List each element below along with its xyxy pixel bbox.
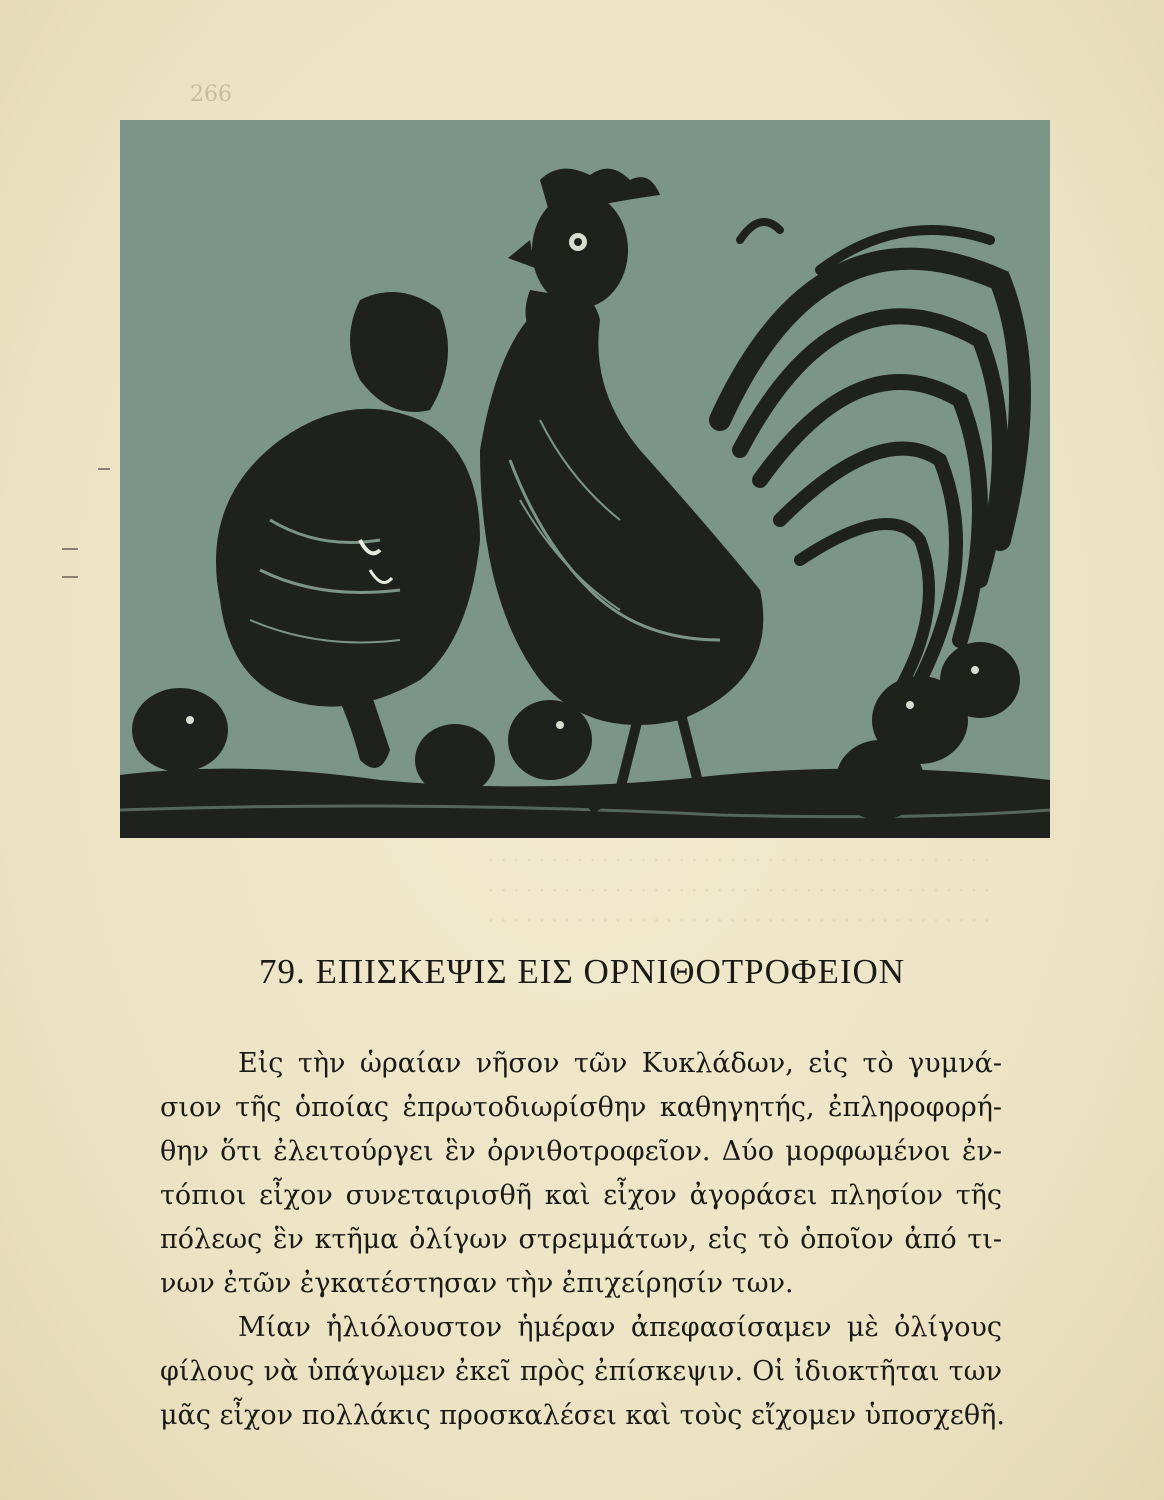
text-line: τόπιοι εἶχον συνεταιρισθῆ καὶ εἶχον ἀγοράσει πλησίον τῆς [160,1180,1002,1211]
margin-mark [62,576,78,578]
woodcut-illustration [120,120,1050,838]
bleed-through-text: · · · · · · · · · · · · · · · · · · · · · · · · · · · · · · · · · · · · · · · · · · · · · · · · · · · · · · · · · · · · · · · · · · · · · · · · · · · · · · · · · · · · · · · · · · · · · · · · · · · · · · · · · · · · · · · · · · · · · · · · [487,848,990,932]
text-line: θην ὅτι ἐλειτούργει ἓν ὀρνιθοτροφεῖον. Δύο μορφωμένοι ἐν- [160,1136,1002,1167]
text-line: μᾶς εἶχον πολλάκις προσκαλέσει καὶ τοὺς εἴχομεν ὑποσχεθῆ. [160,1400,1005,1431]
body-text [160,1042,1005,1438]
text-line: σιον τῆς ὁποίας ἐπρωτοδιωρίσθην καθηγητής, ἐπληροφορή- [160,1092,1002,1123]
text-line: φίλους νὰ ὑπάγωμεν ἐκεῖ πρὸς ἐπίσκεψιν. Οἱ ἰδιοκτῆται των [160,1356,1002,1387]
text-line: νων ἐτῶν ἐγκατέστησαν τὴν ἐπιχείρησίν των. [160,1268,794,1299]
paragraph-1 [160,1042,1002,1306]
chapter-title: 79. ΕΠΙΣΚΕΨΙΣ ΕΙΣ ΟΡΝΙΘΟΤΡΟΦΕΙΟΝ [258,952,906,991]
rooster-hen-chicks-image [120,120,1050,838]
text-line: Μίαν ἡλιόλουστον ἡμέραν ἀπεφασίσαμεν μὲ ὀλίγους [238,1312,1002,1343]
paragraph-2 [160,1306,1005,1438]
text-line: Εἰς τὴν ὡραίαν νῆσον τῶν Κυκλάδων, εἰς τὸ γυμνά- [238,1048,1002,1079]
page-number: 266 [190,82,232,107]
margin-mark [98,468,110,470]
margin-mark [62,548,78,550]
text-line: πόλεως ἓν κτῆμα ὀλίγων στρεμμάτων, εἰς τὸ ὁποῖον ἀπό τι- [160,1224,1002,1255]
